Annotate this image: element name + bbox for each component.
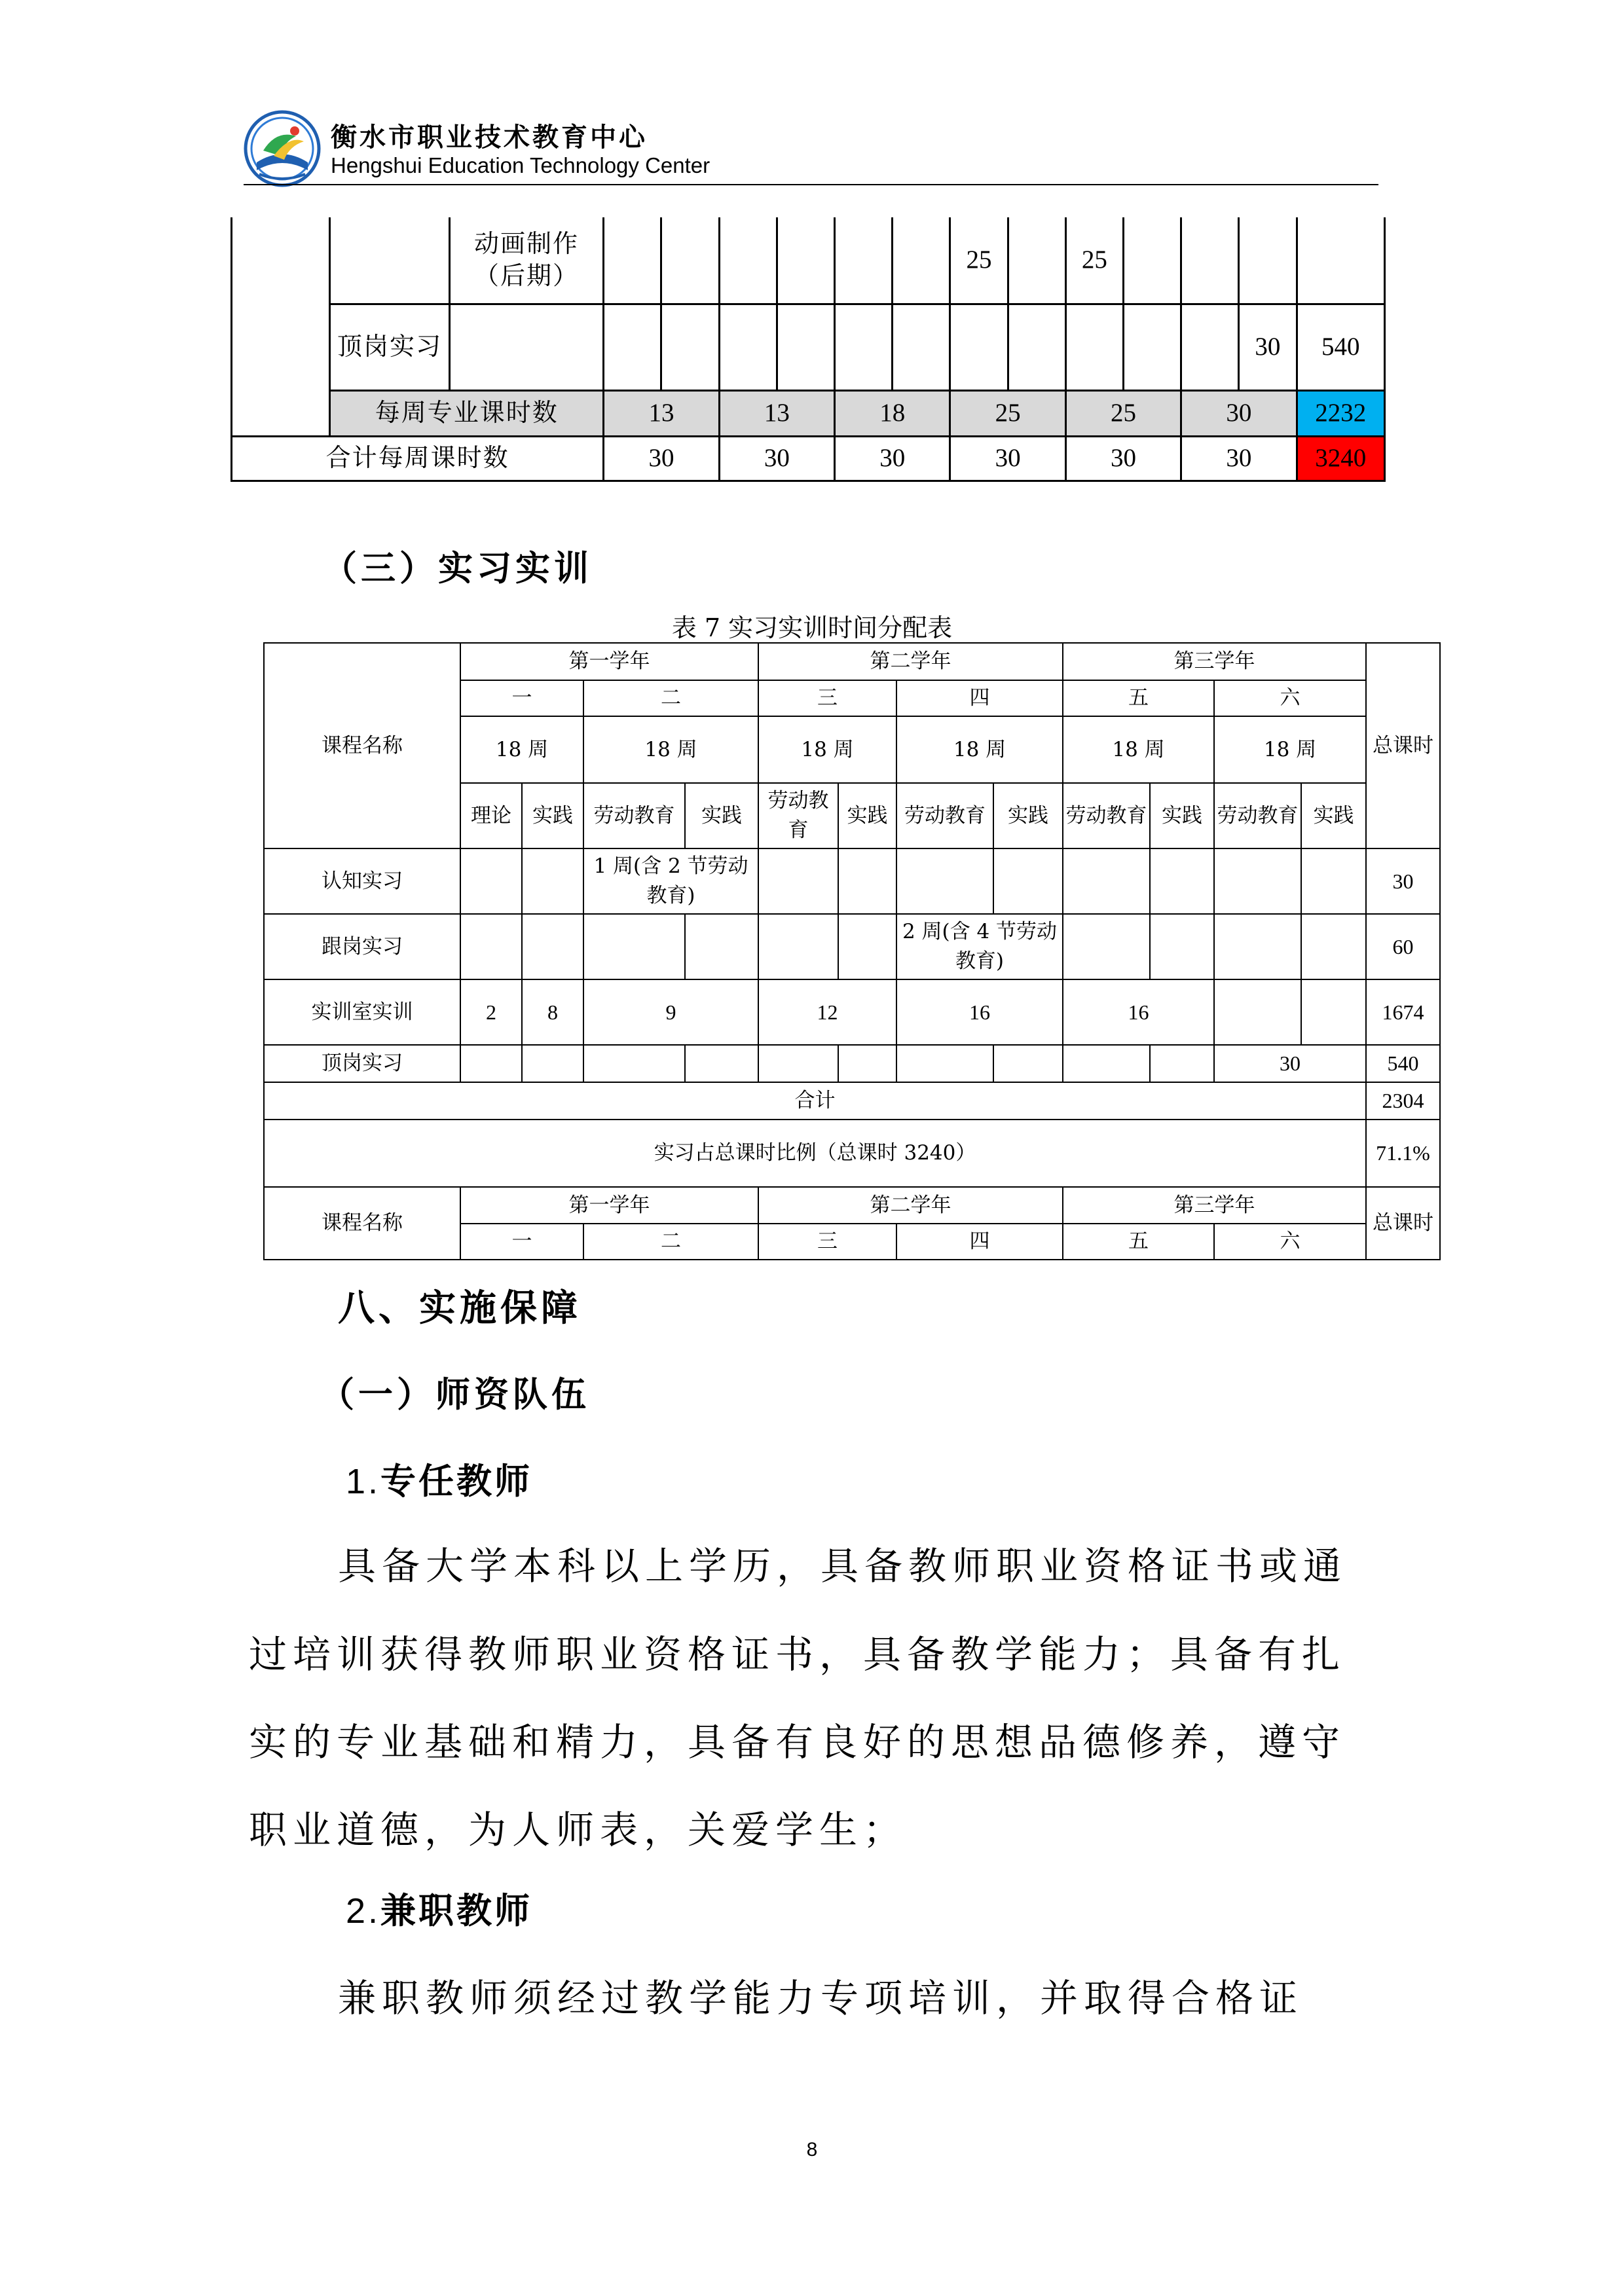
table-row: [232, 436, 1385, 481]
table-cell: 12: [758, 979, 896, 1045]
column-header: 第一学年: [460, 643, 758, 680]
table-row: [264, 848, 1440, 914]
row-label: 合计每周课时数: [232, 436, 604, 481]
chapter-heading: 八、实施保障: [338, 1286, 581, 1330]
table-row: [264, 1187, 1440, 1224]
column-header: 实践: [685, 783, 758, 848]
table-cell: 60: [1366, 914, 1440, 979]
table-cell: 16: [1063, 979, 1214, 1045]
highlight-total-cell: 3240: [1297, 436, 1384, 481]
table-cell: 30: [604, 436, 719, 481]
table-cell: 13: [719, 390, 834, 436]
column-header: 五: [1063, 680, 1214, 716]
table-cell: 25: [950, 390, 1065, 436]
table-cell: 25: [1065, 390, 1181, 436]
column-header: 一: [460, 680, 583, 716]
table-cell: 2 周(含 4 节劳动教育): [896, 914, 1063, 979]
paragraph-line: 具备大学本科以上学历，具备教师职业资格证书或通: [338, 1544, 1348, 1588]
table-cell: 8: [522, 979, 583, 1045]
table-cell: 2: [460, 979, 522, 1045]
table-row: [264, 979, 1440, 1045]
row-label: 认知实习: [264, 848, 460, 914]
column-header: 六: [1214, 680, 1366, 716]
column-header: 实践: [1301, 783, 1366, 848]
column-header: 18 周: [1214, 716, 1366, 783]
table-cell: 30: [1214, 1045, 1366, 1082]
table-cell: 30: [1181, 436, 1297, 481]
column-header: 三: [758, 1224, 896, 1260]
column-header: 18 周: [460, 716, 583, 783]
column-header: 六: [1214, 1224, 1366, 1260]
column-header: 劳动教育: [583, 783, 685, 848]
row-label: 实习占总课时比例（总课时 3240）: [264, 1120, 1366, 1187]
table-cell: 30: [1065, 436, 1181, 481]
practice-time-table: [263, 642, 1441, 1260]
column-header: 课程名称: [264, 1187, 460, 1260]
column-header: 第三学年: [1063, 1187, 1366, 1224]
column-header: 总课时: [1366, 1187, 1440, 1260]
table-cell: 30: [950, 436, 1065, 481]
column-header: 实践: [838, 783, 896, 848]
table-cell: 30: [1181, 390, 1297, 436]
table-row: [232, 217, 1385, 304]
table-row: [264, 1082, 1440, 1120]
column-header: 四: [896, 1224, 1063, 1260]
column-header: 第一学年: [460, 1187, 758, 1224]
column-header: 第三学年: [1063, 643, 1366, 680]
table-cell: 30: [835, 436, 950, 481]
row-label: 顶岗实习: [264, 1045, 460, 1082]
column-header: 实践: [522, 783, 583, 848]
column-header: 课程名称: [264, 643, 460, 848]
school-emblem-icon: [244, 110, 321, 187]
table-cell: 16: [896, 979, 1063, 1045]
column-header: 实践: [1150, 783, 1214, 848]
table-cell: 540: [1366, 1045, 1440, 1082]
column-header: 三: [758, 680, 896, 716]
table-row: [232, 390, 1385, 436]
column-header: 18 周: [758, 716, 896, 783]
item-heading: [346, 1883, 532, 1933]
paragraph-line: 职业道德，为人师表，关爱学生；: [249, 1808, 908, 1852]
column-header: 劳动教育: [1063, 783, 1150, 848]
table-cell: 9: [583, 979, 758, 1045]
table-cell: 13: [604, 390, 719, 436]
column-header: 第二学年: [758, 643, 1063, 680]
table-cell: 25: [950, 217, 1008, 304]
column-header: 第二学年: [758, 1187, 1063, 1224]
column-header: 总课时: [1366, 643, 1440, 848]
item-heading: [346, 1453, 532, 1504]
course-name: 顶岗实习: [330, 304, 449, 390]
column-header: 一: [460, 1224, 583, 1260]
row-label: 实训室实训: [264, 979, 460, 1045]
weekly-hours-table: [231, 217, 1386, 482]
column-header: 18 周: [896, 716, 1063, 783]
table-cell: 2304: [1366, 1082, 1440, 1120]
table-row: [264, 1120, 1440, 1187]
table-cell: 71.1%: [1366, 1120, 1440, 1187]
column-header: 18 周: [1063, 716, 1214, 783]
table-cell: 540: [1297, 304, 1384, 390]
column-header: 二: [583, 680, 758, 716]
table-cell: 30: [719, 436, 834, 481]
header-divider: [244, 184, 1378, 185]
course-name: 动画制作（后期）: [449, 217, 604, 304]
table-cell: 1 周(含 2 节劳动教育): [583, 848, 758, 914]
header-org-name-en: Hengshui Education Technology Center: [331, 153, 710, 177]
item-number: 1.: [346, 1462, 381, 1501]
paragraph-line: 过培训获得教师职业资格证书，具备教学能力；具备有扎: [249, 1632, 1346, 1677]
section-heading: （一）师资队伍: [320, 1374, 590, 1415]
page-number: 8: [806, 2139, 818, 2160]
column-header: 二: [583, 1224, 758, 1260]
table-row: [264, 643, 1440, 680]
column-header: 劳动教育: [896, 783, 993, 848]
table-cell: 30: [1239, 304, 1297, 390]
column-header: 四: [896, 680, 1063, 716]
item-title: 专任教师: [380, 1460, 533, 1502]
table-cell: 1674: [1366, 979, 1440, 1045]
section-heading: （三）实习实训: [322, 548, 593, 589]
table-row: [232, 304, 1385, 390]
table-cell: 30: [1366, 848, 1440, 914]
table-caption: 表 7 实习实训时间分配表: [671, 613, 953, 642]
table-cell: 18: [835, 390, 950, 436]
column-header: 劳动教育: [758, 783, 838, 848]
column-header: 实践: [993, 783, 1063, 848]
column-header: 五: [1063, 1224, 1214, 1260]
table-row: [264, 914, 1440, 979]
table-cell: 25: [1065, 217, 1123, 304]
item-number: 2.: [346, 1891, 381, 1931]
table-row: [264, 1045, 1440, 1082]
row-label: 跟岗实习: [264, 914, 460, 979]
header-org-name-cn: 衡水市职业技术教育中心: [331, 122, 648, 153]
highlight-total-cell: 2232: [1297, 390, 1384, 436]
column-header: 劳动教育: [1214, 783, 1301, 848]
paragraph-line: 实的专业基础和精力，具备有良好的思想品德修养，遵守: [249, 1720, 1346, 1764]
paragraph-line: 兼职教师须经过教学能力专项培训，并取得合格证: [338, 1976, 1304, 2020]
row-label: 每周专业课时数: [330, 390, 604, 436]
column-header: 理论: [460, 783, 522, 848]
column-header: 18 周: [583, 716, 758, 783]
row-label: 合计: [264, 1082, 1366, 1120]
item-title: 兼职教师: [380, 1889, 533, 1931]
